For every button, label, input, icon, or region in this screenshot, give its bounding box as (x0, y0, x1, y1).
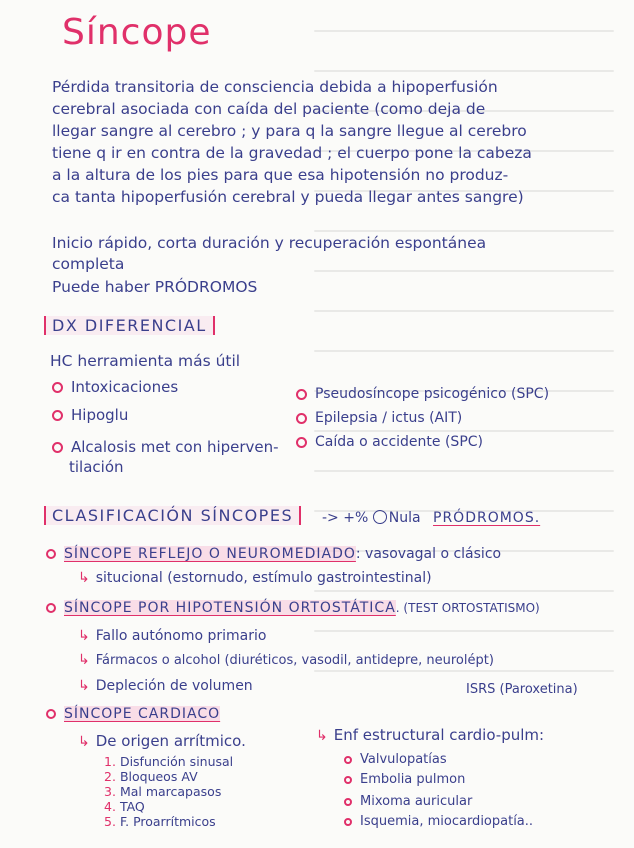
circle-bullet-icon (46, 549, 56, 559)
arrhythmia-item: 1. Disfunción sinusal (104, 754, 234, 769)
onset-line: completa (52, 255, 125, 273)
intro-line: ca tanta hipoperfusión cerebral y pueda llegar antes sangre) (52, 188, 524, 206)
circle-bullet-icon (46, 709, 56, 719)
arrhythmia-item: 3. Mal marcapasos (104, 784, 222, 799)
dx-right-item: Caída o accidente (SPC) (296, 434, 483, 450)
arrhythmia-item: 2. Bloqueos AV (104, 769, 198, 784)
structural-item: Valvulopatías (344, 752, 447, 767)
dx-right-item: Epilepsia / ictus (AIT) (296, 410, 462, 426)
dx-left-item: Intoxicaciones (52, 378, 178, 396)
clasificacion-heading: CLASIFICACIÓN SÍNCOPES (44, 506, 301, 525)
circle-bullet-icon (344, 776, 352, 784)
intro-line: a la altura de los pies para que esa hipotensión no produz- (52, 166, 509, 184)
ortostatica-row: SÍNCOPE POR HIPOTENSIÓN ORTOSTÁTICA. (TEST ORTOSTATISMO) (46, 600, 540, 616)
circle-bullet-icon (52, 410, 63, 421)
dx-right-item: Pseudosíncope psicogénico (SPC) (296, 386, 549, 402)
ortostatica-title: SÍNCOPE POR HIPOTENSIÓN ORTOSTÁTICA (64, 600, 396, 616)
circle-bullet-icon (296, 413, 307, 424)
ortostatica-sub: ↳ Fármacos o alcohol (diuréticos, vasodil, antidepre, neurolépt) (78, 652, 494, 668)
cardiaco-right-head: ↳ Enf estructural cardio-pulm: (316, 726, 545, 744)
prodromos-line: Puede haber PRÓDROMOS (52, 278, 258, 296)
arrow-icon: ↳ (78, 734, 90, 750)
cardiaco-title: SÍNCOPE CARDIACO (64, 706, 221, 722)
structural-item: Embolia pulmon (344, 772, 465, 787)
intro-line: tiene q ir en contra de la gravedad ; el cuerpo pone la cabeza (52, 144, 532, 162)
circle-bullet-icon (52, 442, 63, 453)
arrow-icon: ↳ (78, 652, 90, 668)
arrow-icon: ↳ (316, 728, 328, 744)
circle-bullet-icon (344, 818, 352, 826)
structural-item: Mixoma auricular (344, 794, 472, 809)
cardiaco-left-head: ↳ De origen arrítmico. (78, 732, 246, 750)
isrs-note: ISRS (Paroxetina) (466, 682, 578, 697)
dx-left-item-cont: tilación (69, 458, 124, 476)
ortostatica-sub: ↳ Fallo autónomo primario (78, 628, 267, 644)
circle-bullet-icon (344, 756, 352, 764)
circle-bullet-icon (344, 798, 352, 806)
intro-line: Pérdida transitoria de consciencia debida a hipoperfusión (52, 78, 498, 96)
circle-bullet-icon (46, 603, 56, 613)
reflejo-sub: ↳ situcional (estornudo, estímulo gastrointestinal) (78, 570, 432, 586)
arrow-icon: ↳ (78, 678, 90, 694)
structural-item: Isquemia, miocardiopatía.. (344, 814, 533, 829)
arrow-icon: ↳ (78, 570, 90, 586)
clasificacion-suffix: -> +% Nula PRÓDROMOS. (322, 510, 541, 526)
ortostatica-sub: ↳ Depleción de volumen (78, 678, 253, 694)
dx-left-item: Alcalosis met con hiperven- (52, 438, 279, 456)
dx-tool: HC herramienta más útil (50, 352, 241, 370)
intro-line: llegar sangre al cerebro ; y para q la sangre llegue al cerebro (52, 122, 527, 140)
page-title: Síncope (62, 12, 212, 53)
circle-bullet-icon (296, 389, 307, 400)
reflejo-row: SÍNCOPE REFLEJO O NEUROMEDIADO: vasovagal o clásico (46, 546, 501, 562)
arrhythmia-item: 4. TAQ (104, 799, 145, 814)
cardiaco-row (46, 706, 220, 722)
arrow-icon: ↳ (78, 628, 90, 644)
intro-line: cerebral asociada con caída del paciente (como deja de (52, 100, 486, 118)
dx-heading: DX DIFERENCIAL (44, 316, 215, 335)
circle-bullet-icon (296, 437, 307, 448)
reflejo-title: SÍNCOPE REFLEJO O NEUROMEDIADO (64, 546, 356, 562)
dx-left-item: Hipoglu (52, 406, 128, 424)
onset-line: Inicio rápido, corta duración y recuperación espontánea (52, 234, 487, 252)
arrhythmia-item: 5. F. Proarrítmicos (104, 814, 216, 829)
nula-icon (373, 510, 387, 524)
circle-bullet-icon (52, 382, 63, 393)
